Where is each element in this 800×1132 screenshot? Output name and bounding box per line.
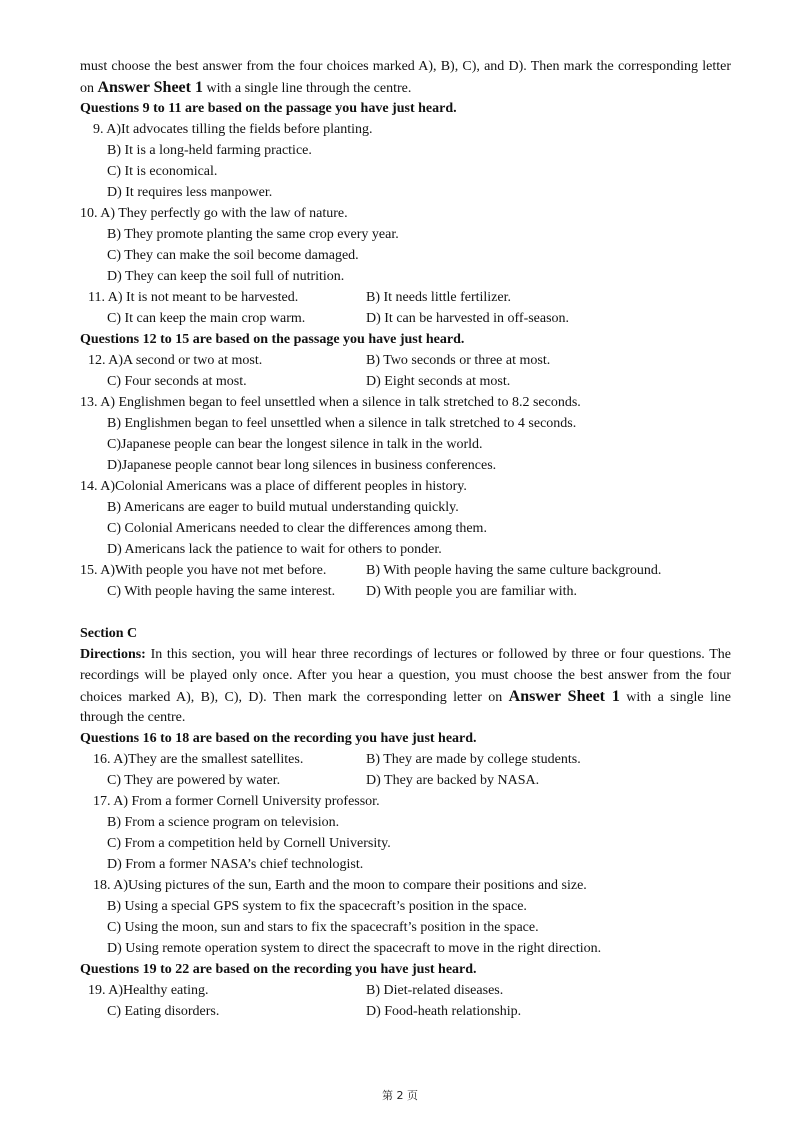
option-row	[80, 287, 731, 308]
page-number: 第 2 页	[382, 1089, 418, 1102]
option-d: D) Americans lack the patience to wait for others to ponder.	[107, 542, 442, 557]
option-d: D) Eight seconds at most.	[366, 374, 511, 389]
option-b: B) With people having the same culture background.	[366, 563, 662, 578]
option-b: B) They are made by college students.	[366, 752, 581, 767]
answer-sheet-label: Answer Sheet 1	[97, 79, 203, 96]
exam-page-content	[80, 56, 731, 1022]
option-b: B) Diet-related diseases.	[366, 983, 504, 998]
question-group-heading: Questions 16 to 18 are based on the recording you have just heard.	[80, 731, 477, 746]
option-b: B) Englishmen began to feel unsettled when a silence in talk stretched to 4 seconds.	[107, 416, 577, 431]
question-number: 11.	[88, 290, 105, 305]
option-c: C)Japanese people can bear the longest silence in talk in the world.	[107, 437, 483, 452]
question-group-heading: Questions 9 to 11 are based on the passage you have just heard.	[80, 101, 457, 116]
option-row	[80, 455, 731, 476]
option-b: B) It needs little fertilizer.	[366, 290, 512, 305]
option-row	[80, 413, 731, 434]
question-10	[80, 203, 731, 287]
question-17	[80, 791, 731, 875]
option-row	[80, 350, 731, 371]
option-a: A) Englishmen began to feel unsettled when a silence in talk stretched to 8.2 seconds.	[100, 395, 581, 410]
option-a: A) It is not meant to be harvested.	[107, 290, 299, 305]
option-c: C) With people having the same interest.	[107, 584, 336, 599]
directions-label: Directions:	[80, 647, 146, 662]
option-row	[80, 371, 731, 392]
option-d: D) From a former NASA’s chief technologist.	[107, 857, 364, 872]
option-b: B) Using a special GPS system to fix the spacecraft’s position in the space.	[107, 899, 527, 914]
instruction-text: with a single line through the centre.	[206, 81, 412, 96]
option-row	[80, 560, 731, 581]
option-b: B) Two seconds or three at most.	[366, 353, 551, 368]
directions-text: In this section, you will hear three recordings of lectures or followed by three or four questions. The	[150, 647, 732, 662]
directions-line	[80, 644, 731, 665]
answer-sheet-label: Answer Sheet 1	[508, 688, 620, 705]
option-a: A) They perfectly go with the law of nature.	[100, 206, 348, 221]
option-row	[80, 812, 731, 833]
option-c: C) It is economical.	[107, 164, 218, 179]
option-a: A)Colonial Americans was a place of different peoples in history.	[100, 479, 467, 494]
option-row	[80, 476, 731, 497]
option-d: D) It can be harvested in off-season.	[366, 311, 570, 326]
question-18	[80, 875, 731, 959]
directions-line	[80, 707, 731, 728]
instruction-line	[80, 56, 731, 77]
question-group-heading: Questions 12 to 15 are based on the passage you have just heard.	[80, 332, 465, 347]
option-d: D) Using remote operation system to direct the spacecraft to move in the right direction.	[107, 941, 602, 956]
option-row	[80, 539, 731, 560]
section-title: Section C	[80, 626, 138, 641]
directions-text: through the centre.	[80, 710, 186, 725]
option-row	[80, 1001, 731, 1022]
option-row	[80, 308, 731, 329]
option-c: C) From a competition held by Cornell University.	[107, 836, 391, 851]
option-a: A)Using pictures of the sun, Earth and the moon to compare their positions and size.	[113, 878, 587, 893]
option-row	[80, 203, 731, 224]
directions-text: recordings will be played only once. After you hear a question, you must choose the best answer from the four	[80, 668, 731, 683]
option-row	[80, 770, 731, 791]
option-b: B) From a science program on television.	[107, 815, 340, 830]
option-row	[80, 917, 731, 938]
question-number: 19.	[88, 983, 106, 998]
directions-text: with a single line	[626, 690, 732, 705]
option-row	[80, 980, 731, 1001]
instruction-text: must choose the best answer from the four choices marked A), B), C), and D). Then mark the corresponding letter	[80, 59, 731, 74]
option-d: D) It requires less manpower.	[107, 185, 273, 200]
option-d: D)Japanese people cannot bear long silences in business conferences.	[107, 458, 497, 473]
option-c: C) They can make the soil become damaged.	[107, 248, 359, 263]
option-row	[80, 182, 731, 203]
option-row	[80, 140, 731, 161]
option-d: D) They are backed by NASA.	[366, 773, 540, 788]
question-13	[80, 392, 731, 476]
option-row	[80, 161, 731, 182]
option-b: B) Americans are eager to build mutual understanding quickly.	[107, 500, 459, 515]
option-a: A)With people you have not met before.	[100, 563, 327, 578]
option-a: A) From a former Cornell University professor.	[113, 794, 380, 809]
option-row	[80, 392, 731, 413]
option-b: B) They promote planting the same crop every year.	[107, 227, 399, 242]
option-row	[80, 224, 731, 245]
question-16	[80, 749, 731, 791]
option-row	[80, 875, 731, 896]
question-19	[80, 980, 731, 1022]
blank-line	[80, 602, 731, 623]
option-row	[80, 854, 731, 875]
question-number: 17.	[93, 794, 111, 809]
option-c: C) They are powered by water.	[107, 773, 281, 788]
question-number: 15.	[80, 563, 98, 578]
option-row	[80, 791, 731, 812]
question-12	[80, 350, 731, 392]
option-b: B) It is a long-held farming practice.	[107, 143, 312, 158]
option-a: A)Healthy eating.	[108, 983, 209, 998]
option-d: D) With people you are familiar with.	[366, 584, 578, 599]
option-row	[80, 266, 731, 287]
question-number: 14.	[80, 479, 98, 494]
question-number: 10.	[80, 206, 98, 221]
option-row	[80, 434, 731, 455]
question-15	[80, 560, 731, 602]
option-c: C) It can keep the main crop warm.	[107, 311, 306, 326]
option-d: D) They can keep the soil full of nutrition.	[107, 269, 345, 284]
question-number: 16.	[93, 752, 111, 767]
option-c: C) Colonial Americans needed to clear the differences among them.	[107, 521, 487, 536]
question-14	[80, 476, 731, 560]
option-c: C) Four seconds at most.	[107, 374, 247, 389]
option-row	[80, 896, 731, 917]
option-row	[80, 497, 731, 518]
option-row	[80, 245, 731, 266]
directions-line	[80, 686, 731, 707]
option-row	[80, 518, 731, 539]
option-row	[80, 581, 731, 602]
question-11	[80, 287, 731, 329]
question-number: 18.	[93, 878, 111, 893]
option-a: A)It advocates tilling the fields before planting.	[106, 122, 373, 137]
option-a: A)They are the smallest satellites.	[113, 752, 304, 767]
directions-line	[80, 665, 731, 686]
instruction-text: on	[80, 81, 94, 96]
question-number: 12.	[88, 353, 106, 368]
directions-text: choices marked A), B), C), D). Then mark the corresponding letter on	[80, 690, 503, 705]
option-d: D) Food-heath relationship.	[366, 1004, 522, 1019]
option-row	[80, 119, 731, 140]
option-row	[80, 749, 731, 770]
question-number: 13.	[80, 395, 98, 410]
option-c: C) Using the moon, sun and stars to fix the spacecraft’s position in the space.	[107, 920, 539, 935]
question-number: 9.	[93, 122, 104, 137]
option-row	[80, 833, 731, 854]
instruction-line	[80, 77, 731, 98]
question-group-heading: Questions 19 to 22 are based on the recording you have just heard.	[80, 962, 477, 977]
option-row	[80, 938, 731, 959]
question-9	[80, 119, 731, 203]
option-c: C) Eating disorders.	[107, 1004, 220, 1019]
option-a: A)A second or two at most.	[108, 353, 263, 368]
